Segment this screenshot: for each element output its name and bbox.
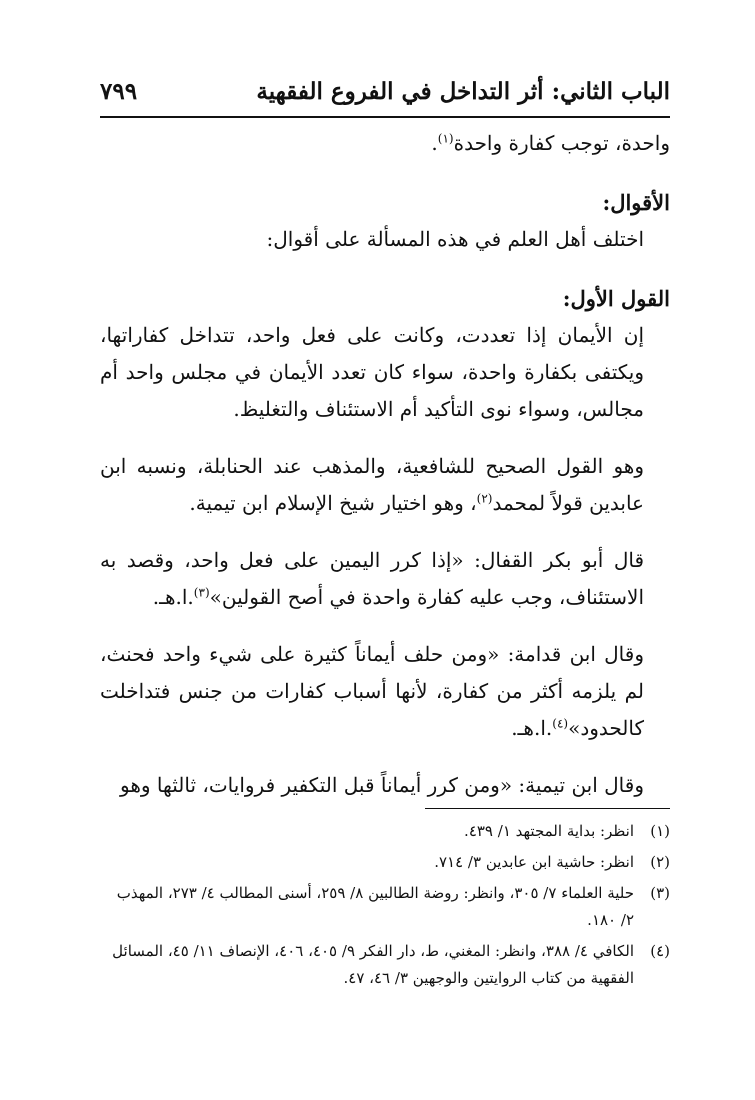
paragraph-text: وقال ابن قدامة: «ومن حلف أيماناً كثيرة على شيء واحد فحنث، لم يلزمه أكثر من كفارة، لأنها أسباب كفارات من جنس فتداخلت كالحدود» — [100, 642, 644, 740]
footnote-item — [100, 880, 670, 934]
section-heading-first-opinion: القول الأول: — [562, 286, 670, 311]
footnote-item — [100, 938, 670, 992]
paragraph-qudama-quote — [100, 636, 670, 747]
paragraph-text: واحدة، توجب كفارة واحدة — [453, 131, 670, 155]
footnote-ref-2: (٢) — [476, 491, 493, 506]
footnote-item — [100, 818, 670, 845]
paragraph-madhab — [100, 448, 670, 522]
paragraph-intro: اختلف أهل العلم في هذه المسألة على أقوال: — [266, 227, 644, 251]
paragraph-continuation — [100, 125, 670, 162]
footnote-number: (٤) — [650, 942, 670, 960]
footnote-item — [100, 849, 670, 876]
paragraph-text: قال أبو بكر القفال: «إذا كرر اليمين على فعل واحد، وقصد به الاستئناف، وجب عليه كفارة واحدة في أصح القولين» — [100, 548, 644, 609]
chapter-title: الباب الثاني: أثر التداخل في الفروع الفقهية — [256, 78, 670, 105]
footnote-ref-1: (١) — [437, 131, 454, 146]
footnote-text: انظر: بداية المجتهد ١/ ٤٣٩. — [464, 822, 634, 840]
section-heading-aqwal: الأقوال: — [602, 190, 670, 215]
paragraph-end: .ا.هـ. — [152, 585, 194, 609]
page-number: ٧٩٩ — [100, 78, 138, 105]
footnote-text: انظر: حاشية ابن عابدين ٣/ ٧١٤. — [434, 853, 634, 871]
paragraph-qaffal-quote — [100, 542, 670, 616]
footnote-number: (٢) — [650, 853, 670, 871]
paragraph-text: وهو القول الصحيح للشافعية، والمذهب عند الحنابلة، ونسبه ابن عابدين قولاً لمحمد — [100, 454, 644, 515]
footnote-number: (٣) — [650, 884, 670, 902]
paragraph-end: .ا.هـ. — [511, 716, 553, 740]
footnote-ref-3: (٣) — [193, 585, 210, 600]
paragraph-first-opinion: إن الأيمان إذا تعددت، وكانت على فعل واحد، تتداخل كفاراتها، ويكتفى بكفارة واحدة، سواء كان تعدد الأيمان في مجلس واحد أم مجالس، وسواء نوى التأكيد أم الاستئناف والتغليظ. — [100, 323, 644, 421]
paragraph-end: ، وهو اختيار شيخ الإسلام ابن تيمية. — [189, 491, 477, 515]
paragraph-end: . — [431, 131, 438, 155]
footnote-divider — [425, 808, 670, 809]
paragraph-taymiyya-quote: وقال ابن تيمية: «ومن كرر أيماناً قبل التكفير فروايات، ثالثها وهو — [120, 773, 644, 797]
main-text — [100, 125, 670, 804]
footnote-text: الكافي ٤/ ٣٨٨، وانظر: المغني، ط، دار الفكر ٩/ ٤٠٥، ٤٠٦، الإنصاف ١١/ ٤٥، المسائل الفقهية من كتاب الروايتين والوجهين ٣/ ٤٦، ٤٧. — [112, 942, 634, 987]
footnote-number: (١) — [650, 822, 670, 840]
footnote-text: حلية العلماء ٧/ ٣٠٥، وانظر: روضة الطالبين ٨/ ٢٥٩، أسنى المطالب ٤/ ٢٧٣، المهذب ٢/ ١٨٠. — [116, 884, 634, 929]
footnote-ref-4: (٤) — [552, 716, 569, 731]
footnotes — [100, 818, 670, 996]
page-header — [100, 62, 670, 118]
